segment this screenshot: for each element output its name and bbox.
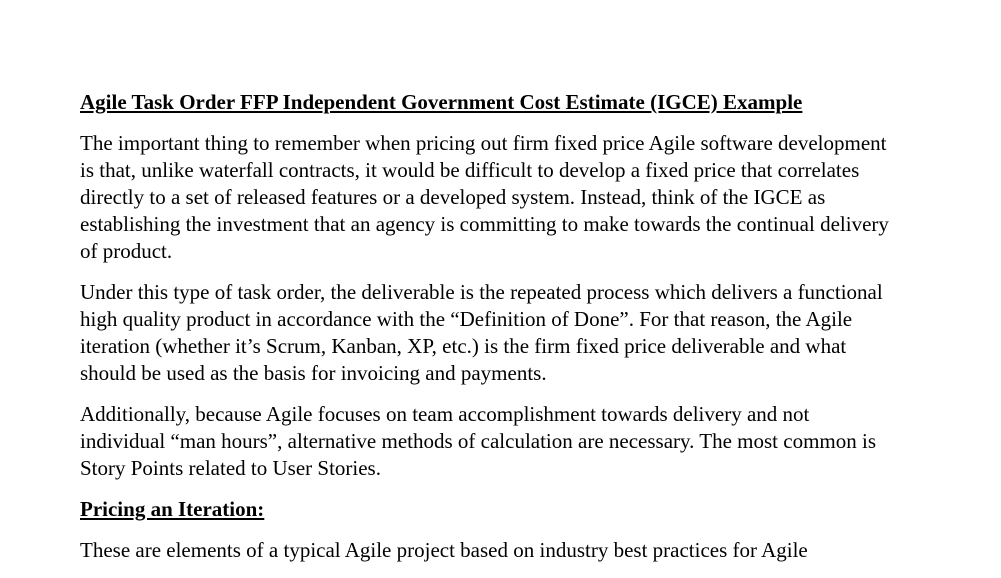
section-heading-pricing: Pricing an Iteration: bbox=[80, 497, 265, 521]
document-page bbox=[80, 89, 930, 578]
paragraph-line: Additionally, because Agile focuses on team accomplishment towards delivery and not bbox=[80, 402, 810, 426]
paragraph-line: of product. bbox=[80, 239, 173, 263]
paragraph-intro bbox=[80, 130, 930, 265]
paragraph-line: Under this type of task order, the deliverable is the repeated process which delivers a functional bbox=[80, 280, 883, 304]
paragraph-line: The important thing to remember when pricing out firm fixed price Agile software development bbox=[80, 131, 887, 155]
paragraph-line: individual “man hours”, alternative methods of calculation are necessary. The most common is bbox=[80, 429, 877, 453]
paragraph-deliverable bbox=[80, 279, 930, 387]
paragraph-line: establishing the investment that an agency is committing to make towards the continual delivery bbox=[80, 212, 889, 236]
paragraph-elements bbox=[80, 537, 930, 564]
paragraph-line: is that, unlike waterfall contracts, it would be difficult to develop a fixed price that correlates bbox=[80, 158, 860, 182]
paragraph-line: iteration (whether it’s Scrum, Kanban, XP, etc.) is the firm fixed price deliverable and what bbox=[80, 334, 847, 358]
paragraph-line: high quality product in accordance with the “Definition of Done”. For that reason, the Agile bbox=[80, 307, 853, 331]
paragraph-line: directly to a set of released features or a developed system. Instead, think of the IGCE as bbox=[80, 185, 826, 209]
paragraph-line: Story Points related to User Stories. bbox=[80, 456, 381, 480]
paragraph-line: These are elements of a typical Agile project based on industry best practices for Agile bbox=[80, 538, 808, 562]
paragraph-calculation bbox=[80, 401, 930, 482]
paragraph-line: should be used as the basis for invoicing and payments. bbox=[80, 361, 547, 385]
document-title: Agile Task Order FFP Independent Government Cost Estimate (IGCE) Example bbox=[80, 90, 803, 114]
